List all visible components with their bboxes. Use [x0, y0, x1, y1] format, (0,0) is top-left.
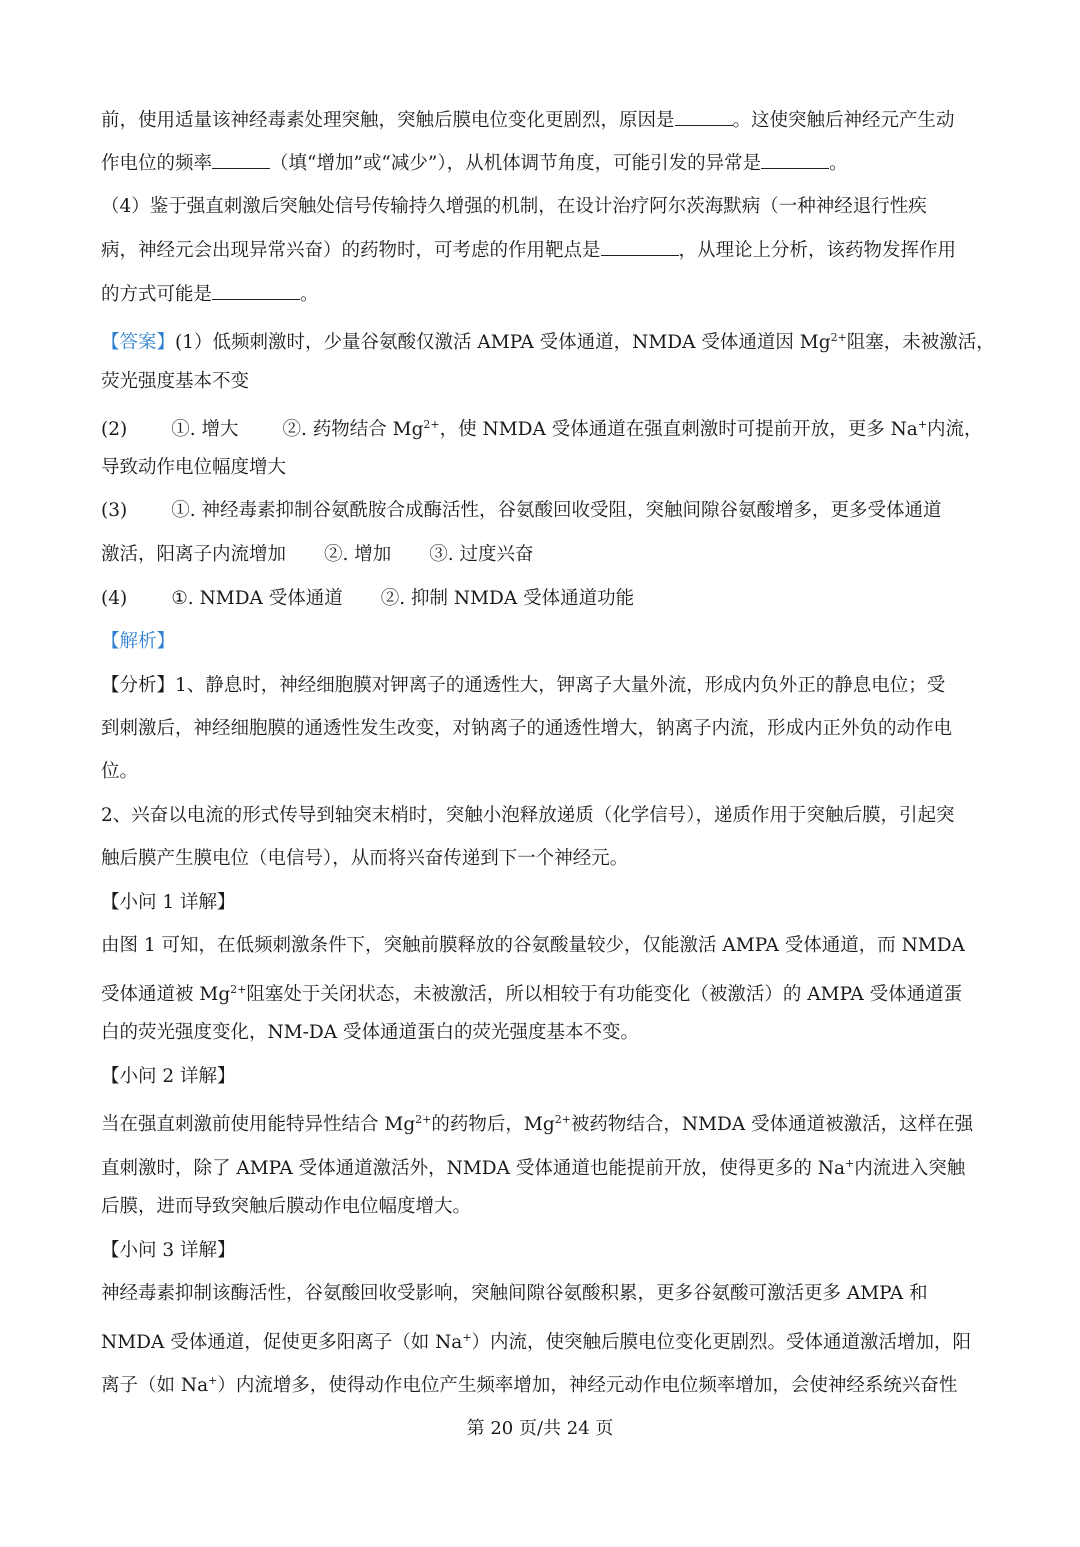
answer-line-1 [101, 325, 1021, 356]
text: ①. 神经毒素抑制谷氨酰胺合成酶活性，谷氨酸回收受阻，突触间隙谷氨酸增多，更多受体通道 [171, 500, 942, 521]
subquestion-1-line-2 [101, 977, 1021, 1008]
text: 病，神经元会出现异常兴奋）的药物时，可考虑的作用靶点是 [101, 240, 601, 261]
superscript: 2+ [554, 1113, 571, 1126]
answer-4-line [101, 586, 1021, 612]
analysis-line-2: 到刺激后，神经细胞膜的通透性发生改变，对钠离子的通透性增大，钠离子内流，形成内正外负的动作电 [101, 718, 953, 739]
subquestion-1-line-1: 由图 1 可知，在低频刺激条件下，突触前膜释放的谷氨酸量较少，仅能激活 AMPA 受体通道，而 NMDA [101, 935, 965, 956]
text: 阻塞处于关闭状态，未被激活，所以相较于有功能变化（被激活）的 AMPA 受体通道蛋 [246, 984, 963, 1006]
text: 当在强直刺激前使用能特异性结合 Mg [101, 1114, 416, 1136]
text: 被药物结合，NMDA 受体通道被激活，这样在强 [570, 1114, 974, 1136]
answer-blank [761, 150, 829, 169]
answer-2-line-2: 导致动作电位幅度增大 [101, 457, 287, 478]
answer-3-line-1 [101, 498, 1021, 524]
subquestion-3-line-3 [101, 1368, 1021, 1399]
text: ③. 过度兴奋 [429, 544, 534, 565]
text: 作电位的频率 [101, 153, 213, 174]
superscript: 2+ [415, 1113, 432, 1126]
text: 。 [300, 284, 319, 305]
text: ，从理论上分析，该药物发挥作用 [678, 240, 957, 261]
text: ②. 药物结合 Mg [282, 419, 424, 441]
answer-blank [212, 281, 300, 300]
text: 受体通道被 Mg [101, 984, 231, 1006]
superscript: + [208, 1374, 218, 1387]
text: 内流进入突触 [854, 1158, 966, 1180]
q4-line-1: （4）鉴于强直刺激后突触处信号传输持久增强的机制，在设计治疗阿尔茨海默病（一种神经退行性疾 [101, 196, 927, 217]
text: 直刺激时，除了 AMPA 受体通道激活外，NMDA 受体通道也能提前开放，使得更多的 Na [101, 1158, 845, 1180]
answer-blank [212, 150, 270, 169]
text: 内流， [927, 419, 983, 441]
item-number: (3) [101, 500, 128, 521]
page-footer: 第 20 页/共 24 页 [466, 1418, 614, 1439]
q4-line-2 [101, 237, 1021, 264]
text: （填“增加”或“减少”），从机体调节角度，可能引发的异常是 [270, 153, 762, 174]
text: ②. 增加 [324, 544, 392, 565]
answer-blank [601, 237, 679, 256]
subquestion-1-heading: 【小问 1 详解】 [101, 892, 236, 913]
item-number: (2) [101, 419, 128, 441]
superscript: 2+ [830, 331, 847, 344]
q3-line-1 [101, 107, 1021, 134]
subquestion-2-line-2 [101, 1151, 1021, 1182]
subquestion-3-line-1: 神经毒素抑制该酶活性，谷氨酸回收受影响，突触间隙谷氨酸积累，更多谷氨酸可激活更多 AMPA 和 [101, 1283, 928, 1304]
analysis-line-5: 触后膜产生膜电位（电信号），从而将兴奋传递到下一个神经元。 [101, 848, 629, 869]
text: ）内流，使突触后膜电位变化更剧烈。受体通道激活增加，阳 [471, 1332, 972, 1354]
superscript: + [462, 1331, 472, 1344]
superscript: + [844, 1157, 855, 1170]
item-number: (4) [101, 588, 128, 609]
text: ①. NMDA 受体通道 [171, 588, 343, 609]
analysis-line-4: 2、兴奋以电流的形式传导到轴突末梢时，突触小泡释放递质（化学信号），递质作用于突触后膜，引起突 [101, 805, 955, 826]
analysis-line-3: 位。 [101, 761, 139, 782]
text: 阻塞，未被激活， [846, 332, 995, 354]
text: 的方式可能是 [101, 284, 213, 305]
superscript: 2+ [423, 418, 440, 431]
subquestion-3-heading: 【小问 3 详解】 [101, 1240, 236, 1261]
text: ）内流增多，使得动作电位产生频率增加，神经元动作电位频率增加，会使神经系统兴奋性 [217, 1375, 958, 1397]
text: 激活，阳离子内流增加 [101, 544, 287, 565]
answer-3-line-2 [101, 542, 1021, 568]
subquestion-3-line-2 [101, 1325, 1021, 1356]
answer-tag: 【答案】 [101, 332, 176, 354]
text: NMDA 受体通道，促使更多阳离子（如 Na [101, 1332, 463, 1354]
text: 前，使用适量该神经毒素处理突触，突触后膜电位变化更剧烈，原因是 [101, 110, 675, 131]
subquestion-2-line-1 [101, 1107, 1021, 1138]
subquestion-2-heading: 【小问 2 详解】 [101, 1066, 236, 1087]
analysis-tag: 【解析】 [101, 631, 176, 652]
answer-line-2: 荧光强度基本不变 [101, 371, 250, 392]
answer-blank [675, 107, 733, 126]
text: 。 [829, 153, 848, 174]
text: 离子（如 Na [101, 1375, 209, 1397]
superscript: + [917, 418, 928, 431]
text: ，使 NMDA 受体通道在强直刺激时可提前开放，更多 Na [439, 419, 918, 441]
subquestion-2-line-3: 后膜，进而导致突触后膜动作电位幅度增大。 [101, 1196, 472, 1217]
superscript: 2+ [230, 983, 247, 996]
text: 的药物后，Mg [431, 1114, 555, 1136]
text: ①. 增大 [171, 419, 239, 441]
analysis-line-1: 【分析】1、静息时，神经细胞膜对钾离子的通透性大，钾离子大量外流，形成内负外正的静息电位；受 [101, 675, 946, 696]
q4-line-3 [101, 281, 1021, 308]
text: (1）低频刺激时，少量谷氨酸仅激活 AMPA 受体通道，NMDA 受体通道因 Mg [175, 332, 831, 354]
text: 。这使突触后神经元产生动 [732, 110, 955, 131]
subquestion-1-line-3: 白的荧光强度变化，NM-DA 受体通道蛋白的荧光强度基本不变。 [101, 1022, 639, 1043]
text: ②. 抑制 NMDA 受体通道功能 [380, 588, 635, 609]
q3-line-2 [101, 150, 1021, 177]
answer-2-line-1 [101, 412, 1021, 443]
